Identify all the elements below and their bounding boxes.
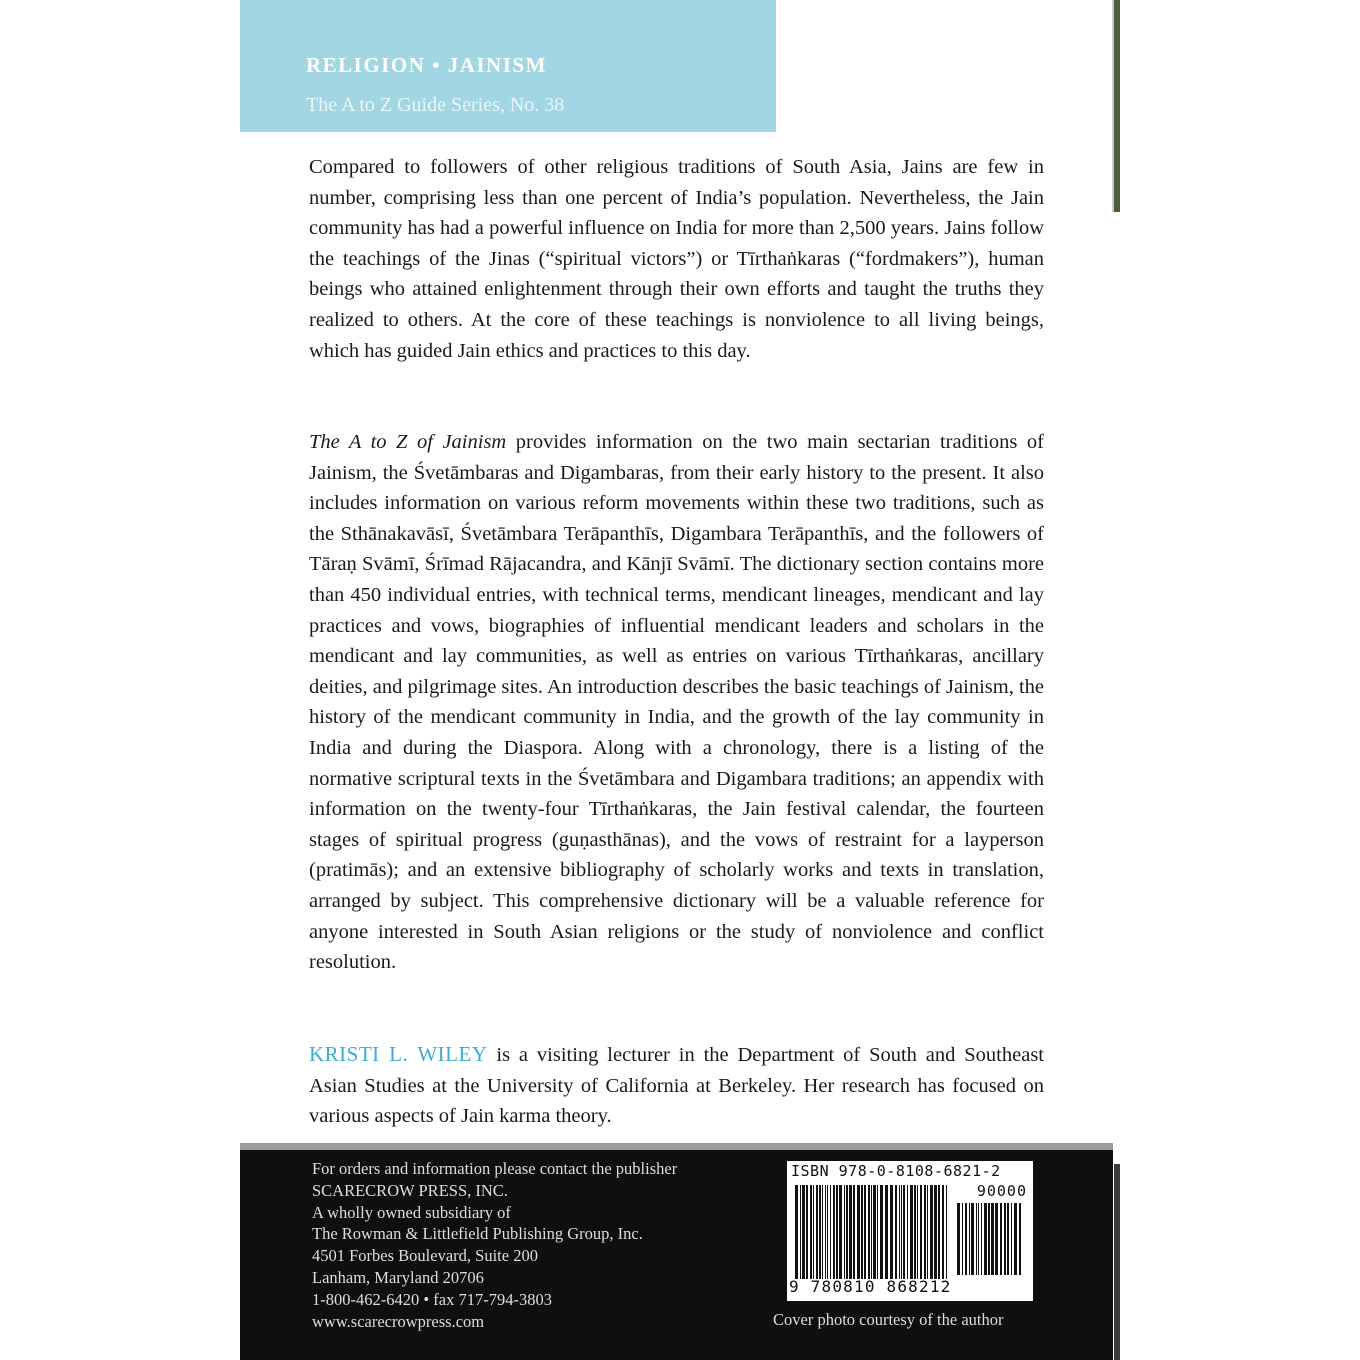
barcode-addon-bars [957, 1203, 1023, 1275]
barcode-bar [853, 1185, 855, 1279]
barcode-bar [806, 1185, 808, 1279]
barcode-bar [1004, 1203, 1006, 1275]
barcode-bar [971, 1203, 974, 1275]
barcode-bar [927, 1185, 928, 1279]
publisher-line: The Rowman & Littlefield Publishing Group, Inc. [312, 1224, 643, 1244]
barcode-bar [873, 1185, 876, 1279]
barcode-number: 9 780810 868212 [789, 1277, 952, 1296]
barcode-bar [846, 1185, 848, 1279]
barcode-bar [962, 1203, 963, 1275]
spine-edge [1114, 0, 1120, 212]
publisher-line: For orders and information please contact the publisher [312, 1159, 678, 1178]
barcode-bar [957, 1203, 960, 1275]
isbn-text: ISBN 978-0-8108-6821-2 [791, 1162, 1001, 1180]
barcode-bar [795, 1185, 798, 1279]
description-paragraph-2 [309, 427, 1044, 978]
barcode-bar [981, 1203, 982, 1275]
barcode-bar [930, 1185, 933, 1279]
publisher-info [312, 1158, 677, 1332]
barcode-bar [1007, 1203, 1009, 1275]
barcode-bar [836, 1185, 838, 1279]
publisher-line: A wholly owned subsidiary of [312, 1202, 511, 1222]
barcode-bar [1011, 1203, 1012, 1275]
barcode-bar [849, 1185, 852, 1279]
barcode-bar [825, 1185, 826, 1279]
barcode-bar [864, 1185, 866, 1279]
barcode-bar [868, 1185, 870, 1279]
barcode-bar [816, 1185, 818, 1279]
barcode-bar [890, 1185, 893, 1279]
barcode-bar [827, 1185, 828, 1279]
barcode-bar [895, 1185, 897, 1279]
barcode-bars [795, 1185, 951, 1279]
publisher-url: www.scarecrowpress.com [312, 1311, 485, 1331]
barcode-bar [942, 1185, 944, 1279]
description-paragraph-1: Compared to followers of other religious traditions of South Asia, Jains are few in number, comprising less than one percent of India’s population. Nevertheless, the Jain community has had a powerful influence on India for more than 2,500 years. Jains follow the teachings of the Jinas (“spiritual victors”) or Tīrthaṅkaras (“fordmakers”), human beings who attained enlightenment through their own efforts and taught the truths they realized to others. At the core of these teachings is nonviolence to all living beings, which has guided Jain ethics and practices to this day. [309, 156, 1044, 362]
barcode-bar [901, 1185, 902, 1279]
barcode-bar [976, 1203, 977, 1275]
barcode-bar [907, 1185, 908, 1279]
price-code: 90000 [976, 1182, 1027, 1200]
barcode-bar [800, 1185, 801, 1279]
barcode-bar [810, 1185, 812, 1279]
description-paragraph-2-text: provides information on the two main sectarian traditions of Jainism, the Śvetāmbaras and Digambaras, from their early history to the present. It also includes information on various reform movements within these two traditions, such as the Sthānakavāsī, Śvetāmbara Terāpanthīs, Digambara Terāpanthīs, and the followers of Tāraṇ Svāmī, Śrīmad Rājacandra, and Kānjī Svāmī. The dictionary section contains more than 450 individual entries, with technical terms, mendicant lineages, mendicant and lay practices and vows, biographies of influential mendicant leaders and scholars in the mendicant and lay communities, as well as entries on various Tīrthaṅkaras, ancillary deities, and pilgrimage sites. An introduction describes the basic teachings of Jainism, the history of the mendicant community in India, and the growth of the lay community in India and during the Diaspora. Along with a chronology, there is a listing of the normative scriptural texts in the Śvetāmbara and Digambara traditions; an appendix with information on the twenty-four Tīrthaṅkaras, the Jain festival calendar, the fourteen stages of spiritual progress (guṇasthānas), and the vows of restraint for a layperson (pratimās); and an extensive bibliography of scholarly works and texts in translation, arranged by subject. This comprehensive dictionary will be a valuable reference for anyone interested in South Asian religions or the study of nonviolence and conflict resolution. [309, 431, 1044, 974]
publisher-line: Lanham, Maryland 20706 [312, 1267, 484, 1287]
series-label: The A to Z Guide Series, No. 38 [306, 94, 565, 116]
barcode-bar [903, 1185, 905, 1279]
barcode-bar [914, 1185, 916, 1279]
barcode-bar [991, 1203, 994, 1275]
barcode-bar [861, 1185, 863, 1279]
barcode-bar [1014, 1203, 1017, 1275]
barcode-bar [984, 1203, 987, 1275]
barcode-bar [839, 1185, 842, 1279]
barcode-bar [978, 1203, 979, 1275]
barcode-bar [822, 1185, 823, 1279]
barcode-bar [1019, 1203, 1021, 1275]
barcode-bar [857, 1185, 860, 1279]
barcode-bar [802, 1185, 805, 1279]
barcode-bar [946, 1185, 947, 1279]
barcode-bar [880, 1185, 883, 1279]
author-bio [309, 1039, 1044, 1132]
category-label: RELIGION • JAINISM [306, 53, 547, 77]
barcode-bar [969, 1203, 970, 1275]
spine-edge-lower [1114, 1164, 1120, 1360]
author-bio-text: is a visiting lecturer in the Department of South and Southeast Asian Studies at the University of California at Berkeley. Her research has focused on various aspects of Jain karma theory. [309, 1044, 1044, 1128]
barcode [787, 1161, 1033, 1301]
barcode-bar [934, 1185, 937, 1279]
publisher-line: 1-800-462-6420 • fax 717-794-3803 [312, 1289, 552, 1309]
barcode-bar [965, 1203, 967, 1275]
photo-credit: Cover photo courtesy of the author [773, 1310, 1004, 1329]
barcode-bar [830, 1185, 831, 1279]
publisher-line: SCARECROW PRESS, INC. [312, 1180, 508, 1200]
barcode-bar [910, 1185, 913, 1279]
barcode-bar [833, 1185, 835, 1279]
barcode-bar [924, 1185, 926, 1279]
barcode-bar [920, 1185, 922, 1279]
barcode-bar [819, 1185, 821, 1279]
barcode-bar [995, 1203, 998, 1275]
author-name: KRISTI L. WILEY [309, 1042, 488, 1066]
barcode-bar [813, 1185, 814, 1279]
publisher-line: 4501 Forbes Boulevard, Suite 200 [312, 1246, 538, 1266]
barcode-bar [871, 1185, 872, 1279]
barcode-bar [988, 1203, 990, 1275]
barcode-bar [885, 1185, 888, 1279]
book-title: The A to Z of Jainism [309, 431, 507, 453]
barcode-bar [938, 1185, 940, 1279]
barcode-bar [899, 1185, 900, 1279]
barcode-bar [877, 1185, 878, 1279]
barcode-bar [844, 1185, 845, 1279]
barcode-bar [917, 1185, 918, 1279]
barcode-bar [1000, 1203, 1002, 1275]
